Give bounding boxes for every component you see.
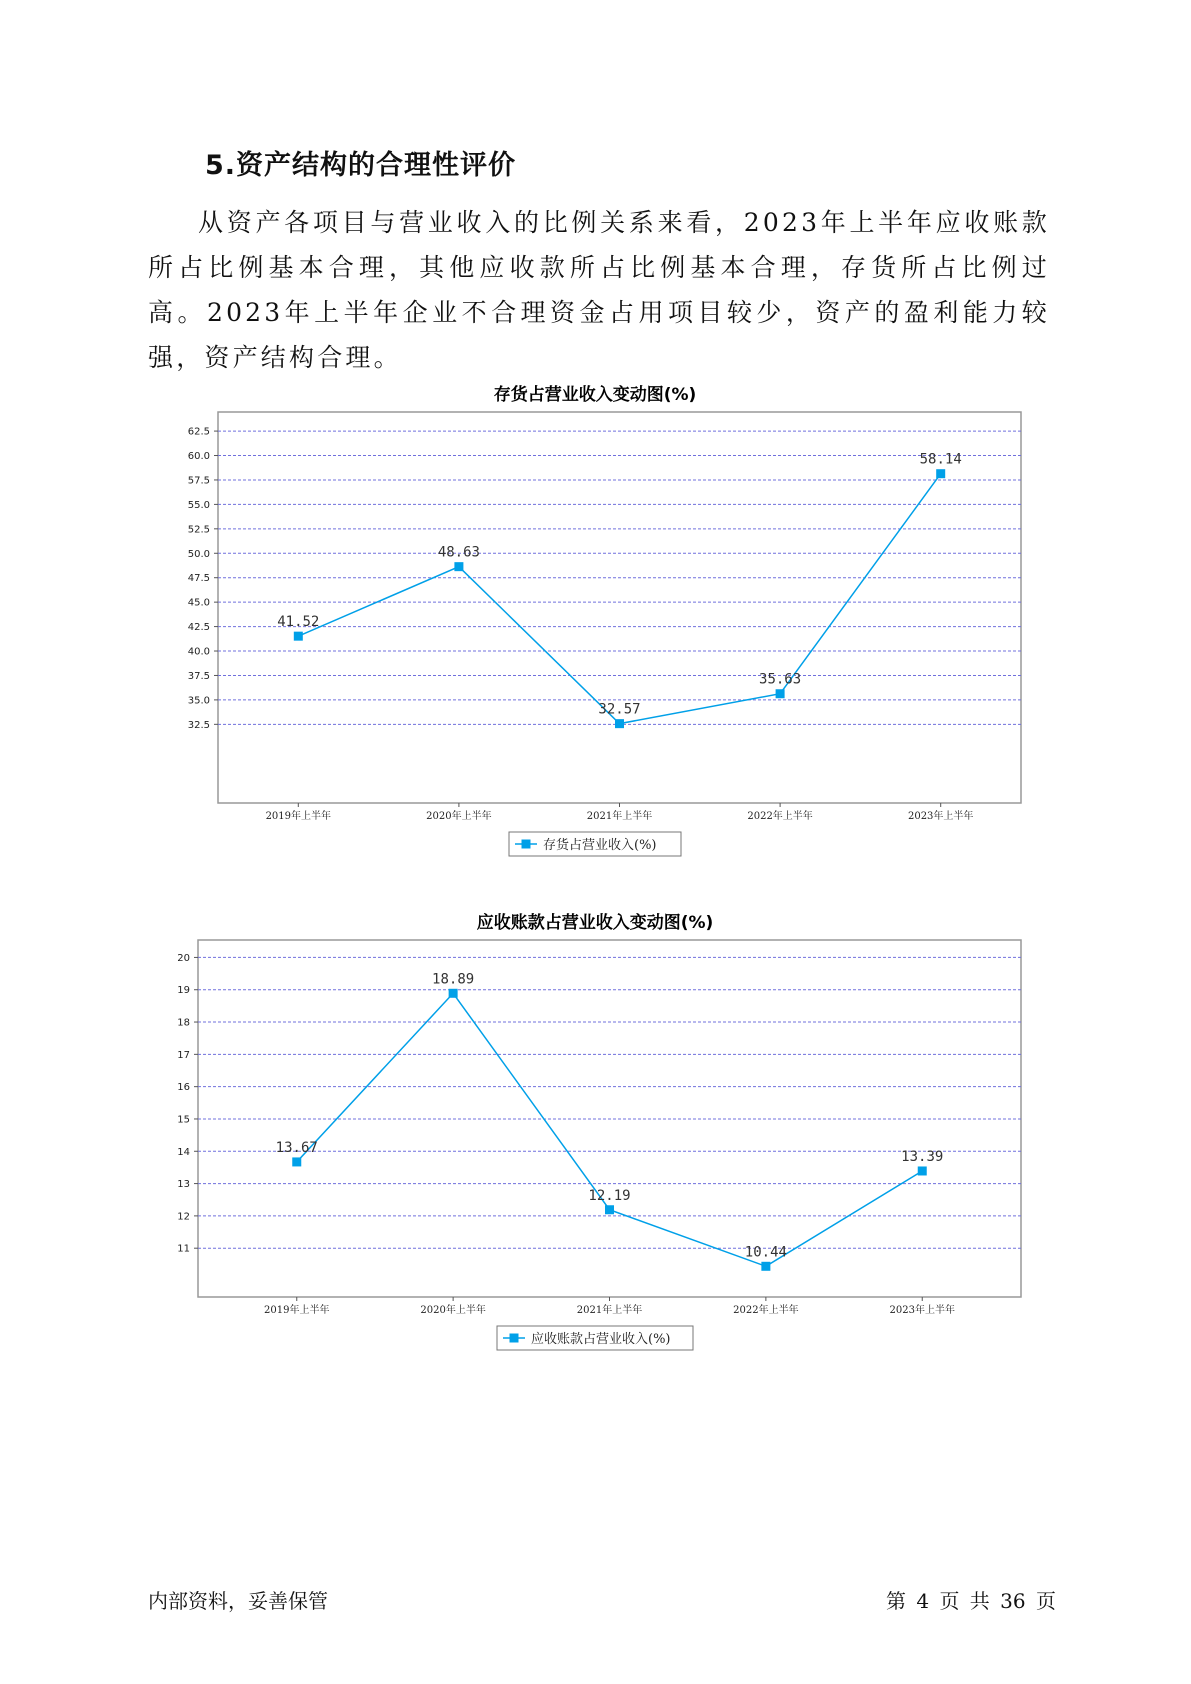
inventory-ratio-chart (0, 372, 1191, 853)
data-point-marker (936, 469, 945, 478)
legend-label: 应收账款占营业收入(%) (531, 1332, 671, 1347)
y-tick-label: 50.0 (187, 548, 210, 560)
y-tick-label: 20 (177, 952, 190, 964)
data-point-marker (615, 719, 624, 728)
y-tick-label: 15 (177, 1114, 190, 1126)
data-point-marker (605, 1205, 614, 1214)
x-tick-label: 2023年上半年 (889, 1305, 955, 1316)
section-heading: 5.资产结构的合理性评价 (205, 150, 517, 181)
legend-marker-swatch (522, 840, 531, 849)
data-point-marker (294, 632, 303, 641)
y-tick-label: 32.5 (187, 719, 210, 731)
legend-label: 存货占营业收入(%) (543, 838, 657, 853)
data-value-label: 32.57 (598, 701, 641, 718)
y-tick-label: 57.5 (187, 475, 210, 487)
x-tick-label: 2021年上半年 (586, 811, 653, 822)
y-tick-label: 45.0 (187, 597, 210, 609)
y-tick-label: 37.5 (187, 670, 210, 682)
y-tick-label: 52.5 (187, 524, 210, 536)
data-value-label: 18.89 (432, 971, 475, 988)
data-value-label: 41.52 (277, 614, 320, 631)
receivables-ratio-chart (0, 900, 1191, 1347)
y-tick-label: 40.0 (187, 646, 210, 658)
data-point-marker (449, 989, 458, 998)
data-value-label: 48.63 (437, 544, 480, 561)
x-tick-label: 2020年上半年 (420, 1305, 486, 1316)
x-tick-label: 2023年上半年 (907, 811, 974, 822)
y-tick-label: 47.5 (187, 573, 210, 585)
inventory-ratio-chart-svg (0, 372, 1191, 853)
y-tick-label: 18 (177, 1017, 190, 1029)
plot-area (218, 412, 1021, 803)
y-tick-label: 13 (177, 1179, 190, 1191)
y-tick-label: 62.5 (187, 426, 210, 438)
footer-page-number: 第 4 页 共 36 页 (886, 1589, 1056, 1613)
y-tick-label: 11 (177, 1243, 190, 1255)
data-value-label: 12.19 (588, 1187, 631, 1204)
y-tick-label: 12 (177, 1211, 190, 1223)
data-value-label: 13.39 (901, 1148, 944, 1165)
legend-marker-swatch (510, 1334, 519, 1343)
x-tick-label: 2019年上半年 (264, 1305, 330, 1316)
data-point-marker (761, 1262, 770, 1271)
y-tick-label: 60.0 (187, 451, 210, 463)
x-tick-label: 2020年上半年 (426, 811, 492, 822)
y-tick-label: 42.5 (187, 622, 210, 634)
y-tick-label: 35.0 (187, 695, 210, 707)
data-point-marker (292, 1157, 301, 1166)
y-tick-label: 14 (177, 1146, 190, 1158)
data-value-label: 58.14 (919, 451, 962, 468)
body-paragraph: 从资产各项目与营业收入的比例关系来看，2023年上半年应收账款所占比例基本合理，其他应收款所占比例基本合理，存货所占比例过高。2023年上半年企业不合理资金占用项目较少，资产的盈利能力较强，资产结构合理。 (148, 208, 1050, 372)
y-tick-label: 16 (177, 1082, 190, 1094)
x-tick-label: 2022年上半年 (747, 811, 813, 822)
data-point-marker (918, 1166, 927, 1175)
chart-title: 应收账款占营业收入变动图(%) (476, 913, 714, 933)
chart-title: 存货占营业收入变动图(%) (493, 385, 697, 405)
y-tick-label: 19 (177, 985, 190, 997)
x-tick-label: 2019年上半年 (265, 811, 332, 822)
data-value-label: 35.63 (759, 671, 802, 688)
y-tick-label: 17 (177, 1049, 190, 1061)
x-tick-label: 2022年上半年 (733, 1305, 799, 1316)
data-point-marker (776, 689, 785, 698)
x-tick-label: 2021年上半年 (576, 1305, 643, 1316)
y-tick-label: 55.0 (187, 499, 210, 511)
data-value-label: 10.44 (744, 1244, 787, 1261)
receivables-ratio-chart-svg (0, 900, 1191, 1347)
footer-confidential-note: 内部资料，妥善保管 (148, 1589, 328, 1613)
data-value-label: 13.67 (275, 1139, 318, 1156)
data-point-marker (454, 562, 463, 571)
